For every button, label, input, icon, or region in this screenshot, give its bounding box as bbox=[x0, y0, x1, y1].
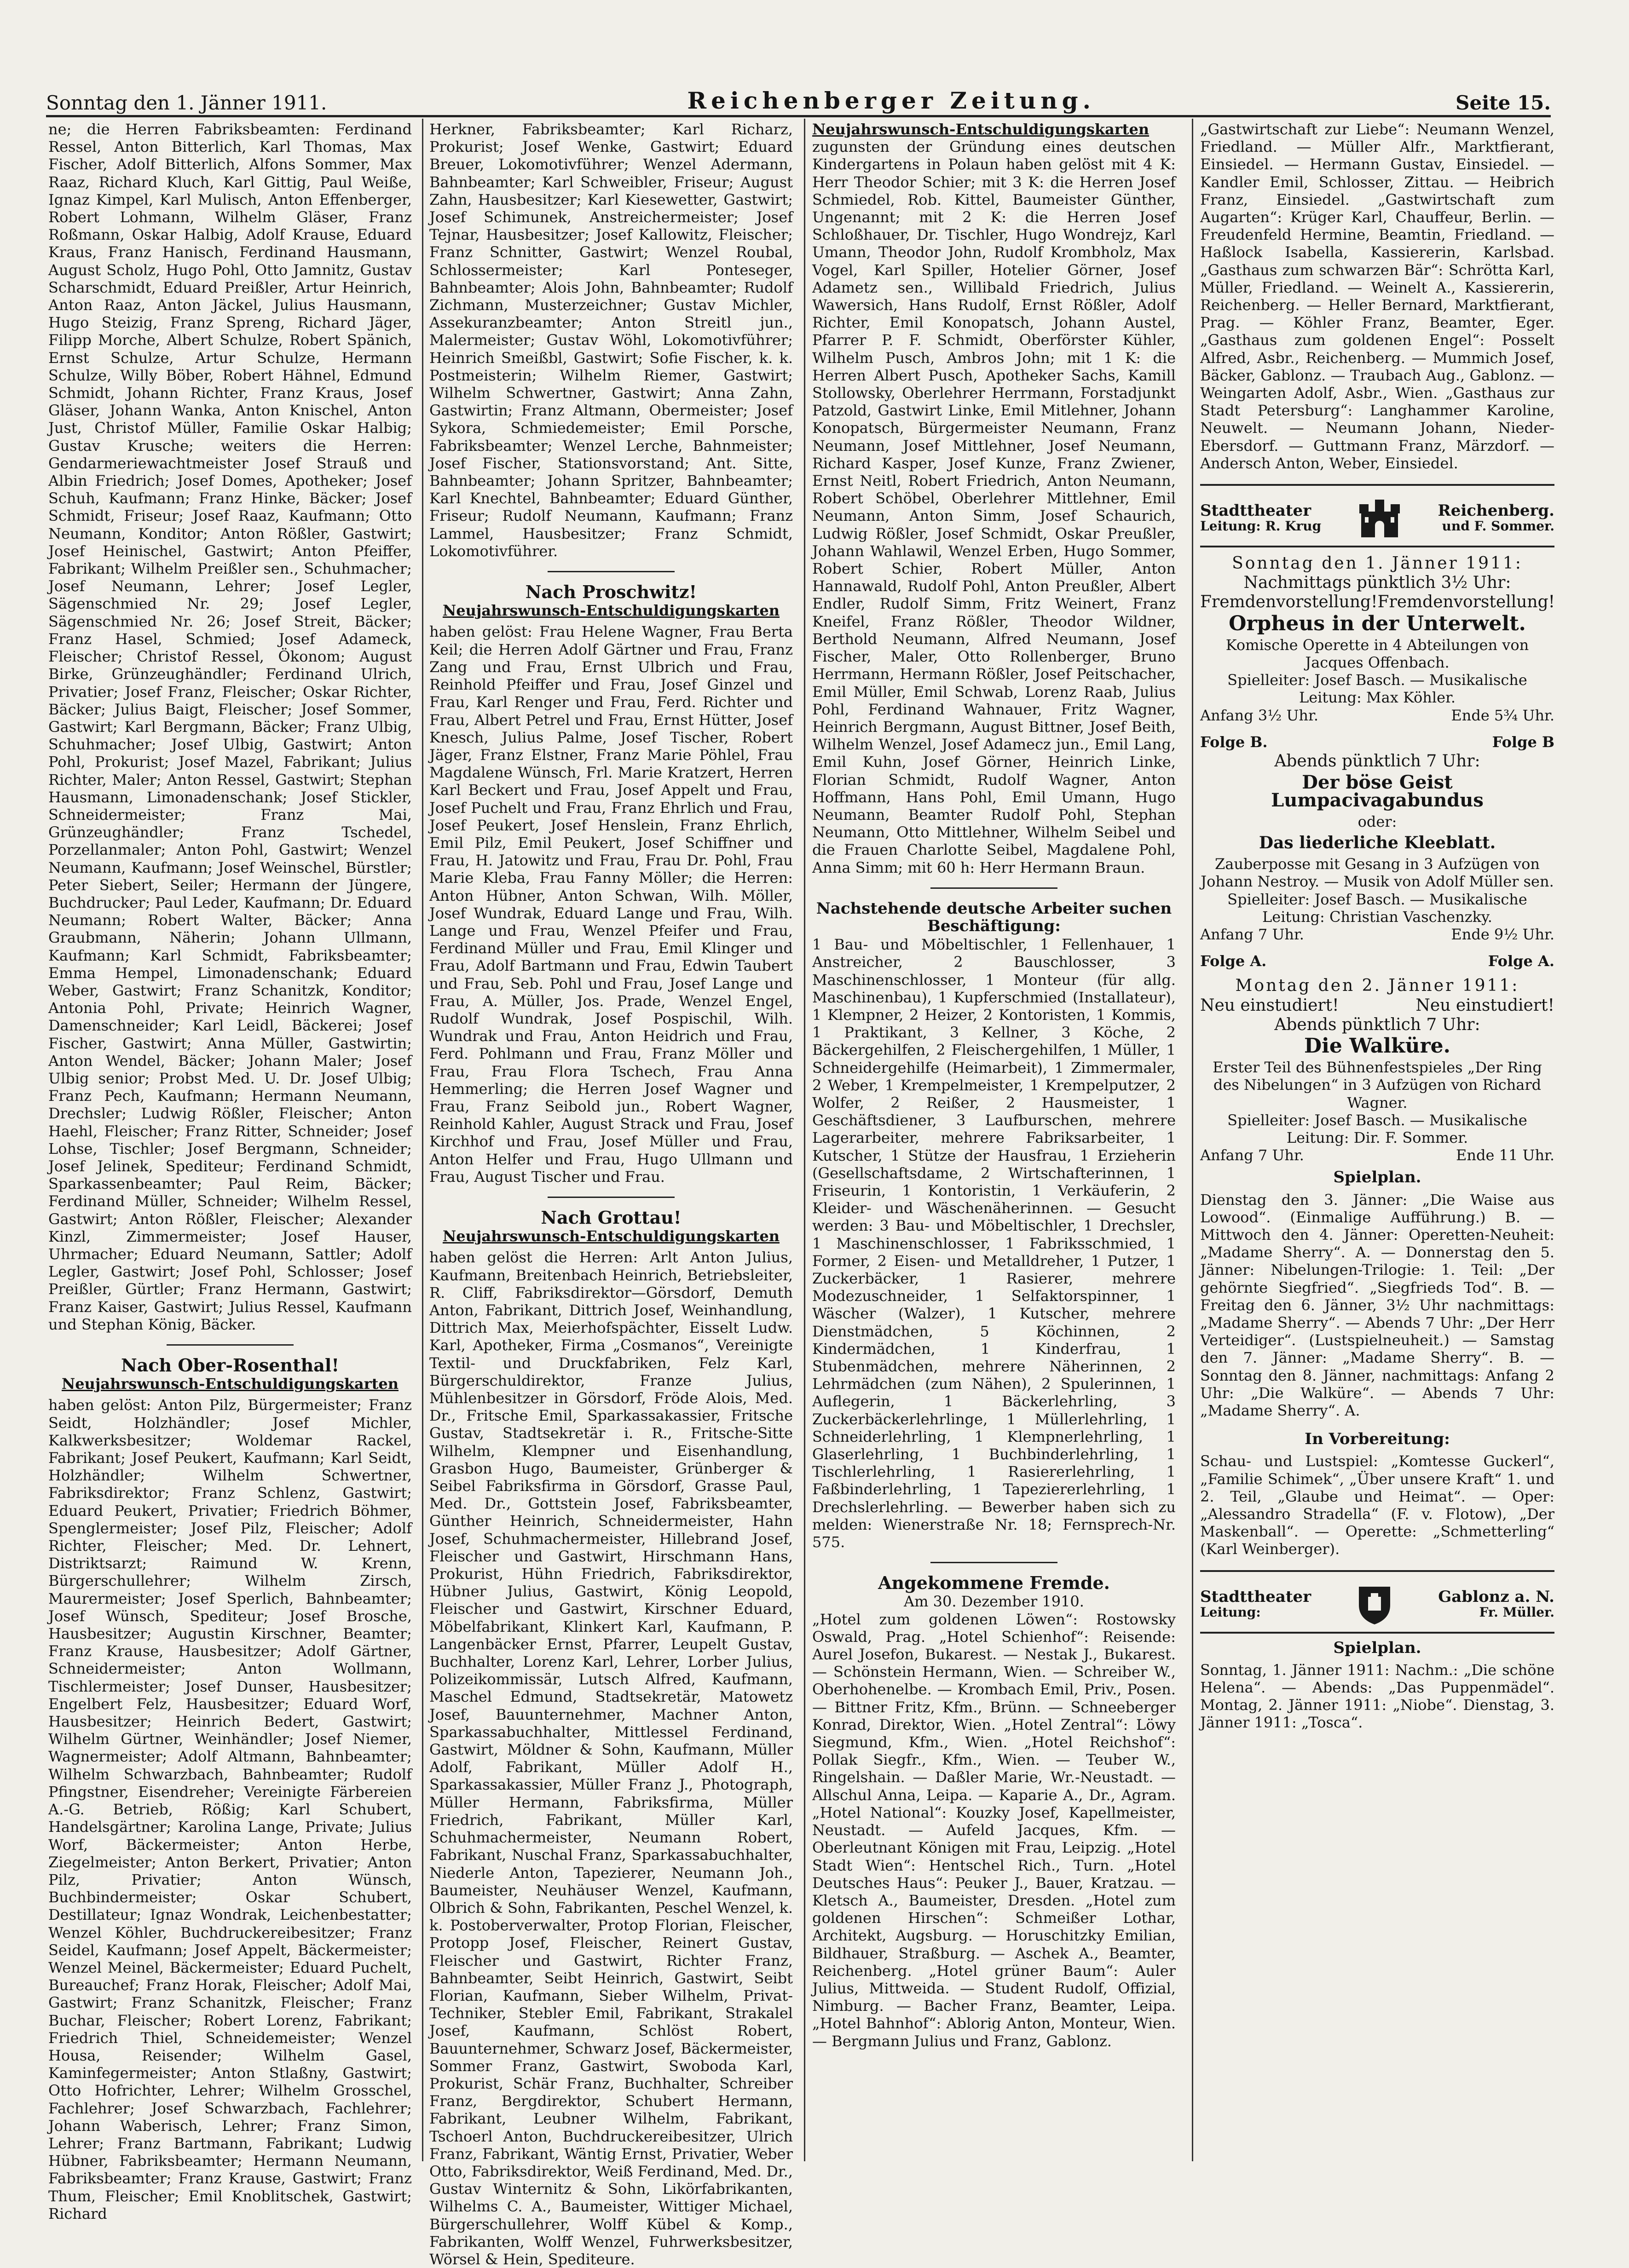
performance-label: Fremdenvorstellung! bbox=[1377, 593, 1555, 612]
performance-time: Abends pünktlich 7 Uhr: bbox=[1274, 1015, 1480, 1034]
performance-label: Neu einstudiert! bbox=[1415, 996, 1554, 1015]
section-subtitle: Neujahrswunsch-Entschuldigungskarten bbox=[61, 1375, 399, 1393]
performance-date: Montag den 2. Jänner 1911: bbox=[1235, 976, 1519, 996]
article-text: „Gastwirtschaft zur Liebe“: Neumann Wenzel, Friedland. — Müller Alfr., Marktfierant, Einsiedel. — Hermann Gustav, Einsiedel. — Kandler Emil, Schlosser, Zittau. — Heibrich Franz, Einsiedel. „Gastwirtschaft zum Augarten“: Krüger Karl, Chauffeur, Berlin. — Freudenfeld Hermine, Beamtin, Friedland. — Haßlock Isabella, Kassiererin, Karlsbad. „Gasthaus zum schwarzen Bär“: Schrötta Karl, Müller, Friedland. — Weinelt A., Kassiererin, Reichenberg. — Heller Bernard, Marktfierant, Prag. — Köhler Franz, Beamter, Eger. „Gasthaus zum goldenen Engel“: Posselt Alfred, Asbr., Reichenberg. — Mummich Josef, Bäcker, Gablonz. — Traubach Aug., Gablonz. — Weingarten Adolf, Asbr., Wien. „Gasthaus zur Stadt Petersburg“: Langhammer Karoline, Neuwelt. — Neumann Johann, Nieder-Ebersdorf. — Guttmann Franz, Märzdorf. — Andersch Anton, Weber, Einsiedel. bbox=[1200, 121, 1554, 472]
theater-management: und F. Sommer. bbox=[1442, 518, 1554, 534]
theater-name: Stadttheater bbox=[1200, 501, 1311, 520]
section-divider bbox=[930, 1562, 1058, 1563]
article-text: haben gelöst die Herren: Arlt Anton Julius, Kaufmann, Breitenbach Heinrich, Betriebsleiter, R. Cliff, Fabriksdirektor—Görsdorf, Demuth Anton, Fabrikant, Dittrich Josef, Weinhandlung, Dittrich Max, Meierhofspächter, Eisselt Ludw. Karl, Apotheker, Firma „Cosmanos“, Vereinigte Textil- und Druckfabriken, Felz Karl, Bürgerschuldirektor, Franze Julius, Mühlenbesitzer in Görsdorf, Fröde Alois, Med. Dr., Fritsche Emil, Sparkassakassier, Fritsche Gustav, Stadtsekretär i. R., Fritsche-Sitte Wilhelm, Klempner und Eisenhandlung, Grasbon Hugo, Baumeister, Grünberger & Seibel Fabriksfirma in Görsdorf, Grasse Paul, Med. Dr., Gottstein Josef, Fabriksbeamter, Günther Heinrich, Schneidermeister, Hahn Josef, Schuhmachermeister, Hillebrand Josef, Fleischer und Gastwirt, Hirschmann Hans, Prokurist, Hühn Friedrich, Fabriksdirektor, Hübner Julius, Gastwirt, König Leopold, Fleischer und Gastwirt, Kirschner Eduard, Möbelfabrikant, Klinkert Karl, Kaufmann, P. Langenbäcker Ernst, Pfarrer, Leupelt Gustav, Buchhalter, Lorenz Karl, Lehrer, Lorber Julius, Polizeikommissär, Lutsch Alfred, Kaufmann, Maschel Edmund, Stadtsekretär, Matowetz Josef, Bauunternehmer, Machner Anton, Sparkassabuchhalter, Mittlessel Ferdinand, Gastwirt, Möldner & Sohn, Kaufmann, Müller Adolf, Fabrikant, Müller Adolf H., Sparkassakassier, Müller Franz J., Photograph, Müller Hermann, Fabriksfirma, Müller Friedrich, Fabrikant, Müller Karl, Schuhmachermeister, Neumann Robert, Fabrikant, Nuschal Franz, Sparkassabuchhalter, Niederle Anton, Tapezierer, Neumann Joh., Baumeister, Neuhäuser Wenzel, Kaufmann, Olbrich & Sohn, Fabrikanten, Peschel Wenzel, k. k. Postoberverwalter, Protop Florian, Fleischer, Protopp Josef, Fleischer, Reinert Gustav, Fleischer und Gastwirt, Richter Franz, Bahnbeamter, Seibt Heinrich, Gastwirt, Seibt Florian, Kaufmann, Sieber Wilhelm, Privat-Techniker, Stebler Emil, Fabrikant, Strakalel Josef, Kaufmann, Schlöst Robert, Bauunternehmer, Schwarz Josef, Bäckermeister, Sommer Franz, Gastwirt, Swoboda Karl, Prokurist, Schär Franz, Buchhalter, Schreiber Franz, Bergdirektor, Schubert Hermann, Fabrikant, Leubner Wilhelm, Fabrikant, Tschoerl Anton, Buchdruckereibesitzer, Ulrich Franz, Fabrikant, Wäntig Ernst, Privatier, Weber Otto, Fabriksdirektor, Weiß Ferdinand, Med. Dr., Gustav Winternitz & Sohn, Likörfabrikanten, Wilhelms C. A., Baumeister, Wittiger Michael, Bürgerschullehrer, Wolff Kübel & Komp., Fabrikanten, Wolff Wenzel, Fuhrwerksbesitzer, Wörsel & Hein, Spediteure. bbox=[429, 1249, 793, 2268]
series-row bbox=[1200, 952, 1554, 970]
theater-city: Gablonz a. N. bbox=[1438, 1587, 1554, 1606]
article-text: haben gelöst: Anton Pilz, Bürgermeister; Franz Seidt, Holzhändler; Josef Michler, Kalkwerksbesitzer; Woldemar Rackel, Fabrikant; Josef Peukert, Kaufmann; Karl Seidt, Holzhändler; Wilhelm Schwertner, Fabriksdirektor; Franz Schlenz, Gastwirt; Eduard Peukert, Privatier; Friedrich Böhmer, Spenglermeister; Josef Pilz, Fleischer; Adolf Richter, Fleischer; Med. Dr. Lehnert, Distriktsarzt; Raimund W. Krenn, Bürgerschullehrer; Wilhelm Zirsch, Maurermeister; Josef Sperlich, Bahnbeamter; Josef Wünsch, Spediteur; Josef Brosche, Hausbesitzer; Augustin Kirschner, Beamter; Franz Krause, Hausbesitzer; Adolf Gärtner, Schneidermeister; Anton Wollmann, Tischlermeister; Josef Dunser, Hausbesitzer; Engelbert Felz, Hausbesitzer; Eduard Worf, Hausbesitzer; Heinrich Bedert, Gastwirt; Wilhelm Gürtner, Weinhändler; Josef Niemer, Wagnermeister; Adolf Altmann, Bahnbeamter; Wilhelm Schwarzbach, Bahnbeamter; Rudolf Pfingstner, Eisendreher; Vereinigte Färbereien A.-G. Betrieb, Rößig; Karl Schubert, Handelsgärtner; Karolina Lange, Private; Julius Worf, Bäckermeister; Anton Herbe, Ziegelmeister; Anton Berkert, Privatier; Anton Pilz, Privatier; Anton Wünsch, Buchbindermeister; Oskar Schubert, Destillateur; Ignaz Wondrak, Leichenbestatter; Wenzel Köhler, Buchdruckereibesitzer; Franz Seidel, Kaufmann; Josef Appelt, Bäckermeister; Wenzel Meinel, Bäckermeister; Eduard Puchelt, Bureauchef; Franz Horak, Fleischer; Adolf Mai, Gastwirt; Franz Schanitzk, Fleischer; Franz Buchar, Fleischer; Robert Lorenz, Fabrikant; Friedrich Thiel, Schneidemeister; Wenzel Housa, Reisender; Wilhelm Gasel, Kaminfegermeister; Anton Stlaßny, Gastwirt; Otto Hofrichter, Lehrer; Wilhelm Grosschel, Fachlehrer; Josef Schwarzbach, Fachlehrer; Johann Waberisch, Lehrer; Franz Simon, Lehrer; Franz Bartmann, Fabrikant; Ludwig Hübner, Fabriksbeamter; Hermann Neumann, Fabriksbeamter; Franz Krause, Gastwirt; Franz Thum, Fleischer; Emil Knoblitschek, Gastwirt; Richard bbox=[48, 1396, 412, 2222]
theater-management: Fr. Müller. bbox=[1479, 1604, 1554, 1620]
series-label: Folge A. bbox=[1200, 952, 1267, 970]
section-title: Nachstehende deutsche Arbeiter suchen Beschäftigung: bbox=[816, 899, 1172, 935]
shield-crest-icon bbox=[1352, 1584, 1397, 1625]
performance-start: Anfang 3½ Uhr. bbox=[1200, 706, 1318, 724]
series-label: Folge A. bbox=[1488, 952, 1554, 970]
theater-management: Leitung: bbox=[1200, 1604, 1261, 1620]
theater-header-left bbox=[1200, 503, 1321, 534]
performance-subtitle: Das liederliche Kleeblatt. bbox=[1259, 833, 1496, 852]
schedule-text: Sonntag, 1. Jänner 1911: Nachm.: „Die schöne Helena“. — Abends: „Das Puppenmädel“. Montag, 2. Jänner 1911: „Niobe“. Dienstag, 3. Jänner 1911: „Tosca“. bbox=[1200, 1661, 1554, 1732]
article-text: haben gelöst: Frau Helene Wagner, Frau Berta Keil; die Herren Adolf Gärtner und Frau, Franz Zang und Frau, Ernst Ulbrich und Frau, Reinhold Pfeiffer und Frau, Josef Ginzel und Frau, Karl Renger und Frau, Ferd. Richter und Frau, Albert Petrel und Frau, Ernst Hütter, Josef Knesch, Julius Palme, Josef Tischer, Robert Jäger, Franz Elstner, Franz Marie Pöhlel, Frau Magdalene Wünsch, Frl. Marie Kratzert, Herren Karl Beckert und Frau, Josef Appelt und Frau, Josef Puchelt und Frau, Franz Ehrlich und Frau, Josef Peukert, Josef Henslein, Franz Ehrlich, Emil Pilz, Emil Peukert, Josef Schiffner und Frau, H. Jatowitz und Frau, Frau Dr. Pohl, Frau Marie Kleba, Frau Fanny Möller; die Herren: Anton Hübner, Anton Schwan, Wilh. Möller, Josef Wundrak, Eduard Lange und Frau, Wilh. Lange und Frau, Wenzel Pfeifer und Frau, Ferdinand Müller und Frau, Emil Klinger und Frau, Adolf Bartmann und Frau, Edwin Taubert und Frau, Seb. Pohl und Frau, Josef Lange und Frau, A. Müller, Jos. Prade, Wenzel Engel, Rudolf Wundrak, Josef Pospischil, Wilh. Wundrak und Frau, Anton Heidrich und Frau, Ferd. Pohlmann und Frau, Franz Möller und Frau, Frau Flora Tschech, Frau Anna Hemmerling; die Herren Josef Wagner und Frau, Franz Seibold jun., Robert Wagner, Reinhold Kahler, August Strack und Frau, Josef Kirchhof und Frau, Josef Müller und Frau, Anton Helfer und Frau, Hugo Ullmann und Frau, August Tischer und Frau. bbox=[429, 623, 793, 1186]
section-divider bbox=[548, 571, 675, 572]
series-label: Folge B bbox=[1492, 733, 1554, 751]
column-3 bbox=[812, 121, 1176, 2156]
section-title: Nach Proschwitz! bbox=[525, 581, 697, 603]
masthead: Reichenberger Zeitung. bbox=[687, 87, 1095, 114]
theater-header bbox=[1200, 1584, 1554, 1625]
article-text: zugunsten der Gründung eines deutschen Kindergartens in Polaun haben gelöst mit 4 K: Herr Theodor Schier; mit 3 K: die Herren Josef Schmiedel, Rob. Kittel, Baumeister Günther, Ungenannt; mit 2 K: die Herren Josef Schloßhauer, Dr. Tischler, Hugo Wondrejz, Karl Umann, Theodor John, Rudolf Krombholz, Max Vogel, Karl Spiller, Hotelier Görner, Josef Adametz sen., Willibald Friedrich, Julius Wawersich, Hans Rudolf, Ernst Rößler, Adolf Richter, Emil Konopatsch, Johann Austel, Pfarrer P. F. Schmidt, Oberförster Kühler, Wilhelm Pusch, Ambros John; mit 1 K: die Herren Albert Pusch, Apotheker Sachs, Kamill Stollowsky, Oberlehrer Herrmann, Forstadjunkt Patzold, Gastwirt Linke, Emil Mitlehner, Johann Konopatsch, Bürgermeister Neumann, Franz Neumann, Josef Mittlehner, Josef Neumann, Richard Kasper, Josef Kunze, Franz Zwiener, Ernst Neitl, Robert Friedrich, Anton Neumann, Robert Schöbel, Oberlehrer Mittlehner, Emil Neumann, Anton Simm, Josef Schaurich, Ludwig Rößler, Josef Schmidt, Oskar Preußler, Johann Wahlawil, Wenzel Erben, Hugo Sommer, Robert Schier, Robert Müller, Anton Hannawald, Rudolf Pohl, Anton Preußler, Albert Endler, Rudolf Simm, Fritz Weinert, Franz Kneifel, Franz Rößler, Theodor Wildner, Berthold Neumann, Alfred Neumann, Josef Fischer, Maler, Otto Rollenberger, Bruno Herrmann, Hermann Rößler, Josef Peitschacher, Emil Müller, Emil Schwab, Lorenz Raab, Julius Pohl, Ferdinand Wahnauer, Fritz Wagner, Heinrich Bergmann, August Bittner, Josef Beith, Wilhelm Wenzel, Josef Adamecz jun., Emil Lang, Emil Kuhn, Josef Görner, Heinrich Linke, Florian Schmidt, Rudolf Wagner, Anton Hoffmann, Hans Pohl, Emil Umann, Hugo Neumann, Beamter Rudolf Pohl, Stephan Neumann, Otto Mittlehner, Wilhelm Seibel und die Frauen Charlotte Seibel, Magdalene Pohl, Anna Simm; mit 60 h: Herr Hermann Braun. bbox=[812, 138, 1176, 876]
performance-title: Die Walküre. bbox=[1304, 1034, 1450, 1058]
theater-management: Leitung: R. Krug bbox=[1200, 518, 1322, 534]
schedule-title: Spielplan. bbox=[1333, 1638, 1421, 1657]
section-divider bbox=[548, 1197, 675, 1198]
performance-time: Abends pünktlich 7 Uhr: bbox=[1274, 752, 1480, 771]
performance-label-row bbox=[1200, 593, 1554, 611]
theater-header-right bbox=[1438, 503, 1554, 534]
performance-end: Ende 9½ Uhr. bbox=[1451, 925, 1554, 943]
performance-description: Erster Teil des Bühnenfestspieles „Der Ring des Nibelungen“ in 3 Aufzügen von Richard Wagner. bbox=[1213, 1059, 1542, 1111]
performance-end: Ende 11 Uhr. bbox=[1456, 1146, 1554, 1164]
preparation-text: Schau- und Lustspiel: „Komtesse Guckerl“, „Familie Schimek“, „Über unsere Kraft“ 1. und 2. Teil, „Glaube und Heimat“. — Oper: „Alessandro Stradella“ (F. v. Flotow), „Der Maskenball“. — Operette: „Schmetterling“ (Karl Weinberger). bbox=[1200, 1452, 1554, 1558]
article-text: „Hotel zum goldenen Löwen“: Rostowsky Oswald, Prag. „Hotel Schienhof“: Reisende: Aurel Josefon, Bukarest. — Nestak J., Bukarest. — Schönstein Hermann, Wien. — Schreiber W., Oberhohenelbe. — Krombach Emil, Priv., Posen. — Bittner Fritz, Kfm., Brünn. — Schneeberger Konrad, Direktor, Wien. „Hotel Zentral“: Löwy Siegmund, Kfm., Wien. „Hotel Reichshof“: Pollak Siegfr., Kfm., Wien. — Teuber W., Ringelshain. — Daßler Marie, Wr.-Neustadt. — Allschul Anna, Leipa. — Kaparie A., Dr., Agram. „Hotel National“: Kouzky Josef, Kapellmeister, Neustadt. — Aufeld Jacques, Kfm. — Oberleutnant Königen mit Frau, Leipzig. „Hotel Stadt Wien“: Hentschel Rich., Turn. „Hotel Deutsches Haus“: Peuker J., Bauer, Kratzau. — Kletsch A., Baumeister, Dresden. „Hotel zum goldenen Hirschen“: Schmeißer Lothar, Architekt, Augsburg. — Horuschitzky Emilian, Bildhauer, Straßburg. — Aschek A., Beamter, Reichenberg. „Hotel grüner Baum“: Auler Julius, Mittweida. — Student Rudolf, Offizial, Nimburg. — Bacher Franz, Beamter, Leipa. „Hotel Bahnhof“: Ablorig Anton, Monteur, Wien. — Bergmann Julius und Franz, Gablonz. bbox=[812, 1610, 1176, 2050]
performance-description: Komische Operette in 4 Abteilungen von Jacques Offenbach. bbox=[1225, 636, 1529, 672]
section-title: Nach Ober-Rosenthal! bbox=[121, 1355, 340, 1376]
column-rule bbox=[422, 119, 423, 2161]
section-title: Nach Grottau! bbox=[541, 1207, 682, 1228]
performance-end: Ende 5¾ Uhr. bbox=[1451, 706, 1554, 724]
theater-header-left bbox=[1200, 1589, 1311, 1620]
article-text: ne; die Herren Fabriksbeamten: Ferdinand Ressel, Anton Bitterlich, Karl Thomas, Max Fischer, Adolf Bitterlich, Alfons Sommer, Max Raaz, Richard Kluch, Karl Gittig, Paul Weiße, Ignaz Kimpel, Karl Mulisch, Anton Effenberger, Robert Lohmann, Wilhelm Gläser, Franz Roßmann, Oskar Halbig, Adolf Krause, Eduard Kraus, Franz Hanisch, Ferdinand Hausmann, August Scholz, Hugo Pohl, Otto Jamnitz, Gustav Scharschmidt, Eduard Preißler, Artur Heinrich, Anton Raaz, Anton Jäckel, Julius Hausmann, Hugo Steizig, Franz Spreng, Richard Jäger, Filipp Morche, Albert Schulze, Robert Spänich, Ernst Schulze, Artur Schulze, Hermann Schulze, Willy Böber, Robert Hähnel, Edmund Schmidt, Johann Richter, Franz Kraus, Josef Gläser, Johann Wanka, Anton Knischel, Anton Just, Christof Müller, Familie Oskar Halbig; Gustav Krusche; weiters die Herren: Gendarmeriewachtmeister Josef Strauß und Albin Friedrich; Josef Domes, Apotheker; Josef Schuh, Kaufmann; Franz Hinke, Bäcker; Josef Schmidt, Friseur; Josef Raaz, Kaufmann; Otto Neumann, Konditor; Anton Rößler, Gastwirt; Josef Heinischel, Gastwirt; Anton Pfeiffer, Fabrikant; Wilhelm Preißler sen., Schuhmacher; Josef Neumann, Lehrer; Josef Legler, Sägenschmied Nr. 29; Josef Legler, Sägenschmied Nr. 26; Josef Streit, Bäcker; Franz Hasel, Schmied; Josef Adameck, Fleischer; Christof Ressel, Ökonom; August Birke, Grünzeughändler; Ferdinand Ulrich, Privatier; Josef Franz, Fleischer; Oskar Richter, Bäcker; Julius Baigt, Fleischer; Josef Sommer, Gastwirt; Karl Bergmann, Bäcker; Franz Ulbig, Schuhmacher; Josef Ulbig, Gastwirt; Anton Pohl, Prokurist; Josef Mazel, Fabrikant; Julius Richter, Maler; Anton Ressel, Gastwirt; Stephan Hausmann, Limonadenschank; Josef Stickler, Schneidermeister; Franz Mai, Grünzeughändler; Franz Tschedel, Porzellanmaler; Anton Pohl, Gastwirt; Wenzel Neumann, Kaufmann; Josef Weinschel, Bürstler; Peter Siebert, Seiler; Hermann der Jüngere, Buchdrucker; Paul Leder, Kaufmann; Dr. Eduard Neumann; Robert Walter, Bäcker; Anna Graubmann, Näherin; Johann Ullmann, Kaufmann; Karl Schmidt, Fabriksbeamter; Emma Hempel, Limonadenschank; Eduard Weber, Gastwirt; Franz Schanitzk, Konditor; Antonia Pohl, Private; Heinrich Wagner, Damenschneider; Karl Leidl, Bäckerei; Josef Fischer, Gastwirt; Anna Müller, Gastwirtin; Anton Wendel, Bäcker; Johann Maler; Josef Ulbig senior; Probst Med. U. Dr. Josef Ulbig; Franz Pech, Kaufmann; Hermann Neumann, Drechsler; Ludwig Rößler, Fleischer; Anton Haehl, Fleischer; Franz Ritter, Schneider; Josef Lohse, Tischler; Josef Bergmann, Schneider; Josef Jelinek, Spediteur; Ferdinand Schmidt, Sparkassenbeamter; Paul Reim, Bäcker; Ferdinand Müller, Schneider; Wilhelm Ressel, Gastwirt; Anton Rößler, Fleischer; Alexander Kinzl, Zimmermeister; Josef Hauser, Uhrmacher; Eduard Neumann, Sattler; Adolf Legler, Gastwirt; Josef Pohl, Schlosser; Josef Preißler, Gürtler; Franz Hermann, Gastwirt; Franz Kaiser, Gastwirt; Julius Ressel, Kaufmann und Stephan König, Bäcker. bbox=[48, 121, 412, 1333]
theater-header bbox=[1200, 498, 1554, 539]
section-subtitle: Neujahrswunsch-Entschuldigungskarten bbox=[442, 602, 780, 620]
performance-description: Zauberposse mit Gesang in 3 Aufzügen von Johann Nestroy. — Musik von Adolf Müller sen. bbox=[1201, 855, 1554, 891]
performance-times-row bbox=[1200, 707, 1554, 724]
theater-name: Stadttheater bbox=[1200, 1587, 1311, 1606]
preparation-title: In Vorbereitung: bbox=[1305, 1430, 1450, 1449]
performance-start: Anfang 7 Uhr. bbox=[1200, 925, 1304, 943]
performance-label-row bbox=[1200, 997, 1554, 1014]
section-subtitle: Neujahrswunsch-Entschuldigungskarten bbox=[442, 1227, 780, 1245]
performance-times-row bbox=[1200, 926, 1554, 943]
column-rule bbox=[804, 119, 805, 2161]
page-header bbox=[46, 82, 1551, 114]
column-rule bbox=[1192, 119, 1193, 2161]
article-text: 1 Bau- und Möbeltischler, 1 Fellenhauer, 1 Anstreicher, 2 Bauschlosser, 3 Maschinenschlosser, 1 Monteur (für allg. Maschinenbau), 1 Kupferschmied (Installateur), 1 Klempner, 2 Heizer, 2 Kontoristen, 1 Kommis, 1 Praktikant, 3 Kellner, 3 Köche, 2 Bäckergehilfen, 2 Fleischergehilfen, 1 Müller, 1 Schneidergehilfe (Heimarbeit), 1 Zimmermaler, 2 Weber, 1 Krempelmeister, 1 Krempelputzer, 2 Wolfer, 2 Reißer, 2 Hausmeister, 1 Geschäftsdiener, 3 Laufburschen, mehrere Lagerarbeiter, mehrere Fabriksarbeiter, 1 Kutscher, 1 Stütze der Hausfrau, 1 Erzieherin (Gesellschaftsdame, 2 Wirtschafterinnen, 1 Friseurin, 1 Kontoristin, 1 Verkäuferin, 2 Kleider- und Wäschenäherinnen. — Gesucht werden: 3 Bau- und Möbeltischler, 1 Drechsler, 1 Maschinenschlosser, 1 Fabriksschmied, 1 Former, 2 Eisen- und Metalldreher, 1 Putzer, 1 Zuckerbäcker, 1 Rasierer, mehrere Modezuschneider, 1 Selfaktorspinner, 1 Wäscher (Walzer), 1 Kutscher, mehrere Dienstmädchen, 5 Köchinnen, 2 Kindermädchen, 1 Kinderfrau, 1 Stubenmädchen, mehrere Näherinnen, 2 Lehrmädchen (zum Nähen), 2 Spulerinnen, 1 Auflegerin, 1 Bäckerlehrling, 3 Zuckerbäckerlehrlinge, 1 Müllerlehrling, 1 Schneiderlehrling, 1 Klempnerlehrling, 1 Glaserlehrling, 1 Buchbinderlehrling, 1 Tischlerlehrling, 1 Rasiererlehrling, 1 Faßbinderlehrling, 1 Tapeziererlehrling, 1 Drechslerlehrling. — Bewerber haben sich zu melden: Wienerstraße Nr. 18; Fernsprech-Nr. 575. bbox=[812, 936, 1176, 1551]
performance-direction: Spielleiter: Josef Basch. — Musikalische Leitung: Christian Vaschenzky. bbox=[1227, 890, 1527, 926]
castle-crest-icon bbox=[1358, 498, 1402, 539]
performance-direction: Spielleiter: Josef Basch. — Musikalische Leitung: Dir. F. Sommer. bbox=[1227, 1111, 1527, 1146]
performance-start: Anfang 7 Uhr. bbox=[1200, 1146, 1304, 1164]
header-date: Sonntag den 1. Jänner 1911. bbox=[46, 92, 327, 114]
schedule-text: Dienstag den 3. Jänner: „Die Waise aus Lowood“. (Einmalige Aufführung.) B. — Mittwoch den 4. Jänner: Operetten-Neuheit: „Madame Sherry“. A. — Donnerstag den 5. Jänner: Nibelungen-Trilogie: 1. Teil: „Der gehörnte Siegfried“. „Siegfrieds Tod“. B. — Freitag den 6. Jänner, 3½ Uhr nachmittags: „Madame Sherry“. — Abends 7 Uhr: „Der Herr Verteidiger“. (Lustspielneuheit.) — Samstag den 7. Jänner: „Madame Sherry“. B. — Sonntag den 8. Jänner, nachmittags: Anfang 2 Uhr: „Die Walküre“. — Abends 7 Uhr: „Madame Sherry“. A. bbox=[1200, 1191, 1554, 1419]
section-divider bbox=[1200, 484, 1554, 486]
performance-label: Fremdenvorstellung! bbox=[1200, 593, 1378, 612]
section-divider bbox=[1200, 1632, 1554, 1634]
section-subtitle: Neujahrswunsch-Entschuldigungskarten bbox=[812, 121, 1150, 138]
series-label: Folge B. bbox=[1200, 733, 1268, 751]
column-2 bbox=[429, 121, 793, 2268]
performance-date: Sonntag den 1. Jänner 1911: bbox=[1232, 554, 1523, 573]
series-row bbox=[1200, 733, 1554, 751]
performance-label: Neu einstudiert! bbox=[1200, 996, 1339, 1015]
section-divider bbox=[167, 1344, 294, 1346]
section-divider bbox=[930, 887, 1058, 889]
performance-title: Orpheus in der Unterwelt. bbox=[1229, 611, 1526, 635]
section-divider bbox=[1200, 1570, 1554, 1572]
header-rule bbox=[46, 115, 1551, 117]
schedule-title: Spielplan. bbox=[1333, 1168, 1421, 1187]
section-date: Am 30. Dezember 1910. bbox=[904, 1593, 1084, 1611]
performance-title: Der böse Geist Lumpacivagabundus bbox=[1271, 771, 1484, 811]
theater-city: Reichenberg. bbox=[1438, 501, 1554, 520]
performance-direction: Spielleiter: Josef Basch. — Musikalische Leitung: Max Köhler. bbox=[1227, 671, 1527, 707]
section-divider bbox=[1200, 546, 1554, 547]
section-title: Angekommene Fremde. bbox=[878, 1572, 1110, 1594]
performance-time: Nachmittags pünktlich 3½ Uhr: bbox=[1243, 573, 1511, 593]
article-text: Herkner, Fabriksbeamter; Karl Richarz, Prokurist; Josef Wenke, Gastwirt; Eduard Breuer, Lokomotivführer; Wenzel Adermann, Bahnbeamter; Karl Schweibler, Friseur; August Zahn, Hausbesitzer; Karl Kiesewetter, Gastwirt; Josef Schimunek, Anstreichermeister; Josef Tejnar, Hausbesitzer; Josef Kallowitz, Fleischer; Franz Schnitter, Gastwirt; Wenzel Roubal, Schlossermeister; Karl Ponteseger, Bahnbeamter; Alois John, Bahnbeamter; Rudolf Zichmann, Musterzeichner; Gustav Michler, Assekuranzbeamter; Anton Streitl jun., Malermeister; Gustav Wöhl, Lokomotivführer; Heinrich Smeißbl, Gastwirt; Sofie Fischer, k. k. Postmeisterin; Wilhelm Riemer, Gastwirt; Wilhelm Schwertner, Gastwirt; Anna Zahn, Gastwirtin; Franz Altmann, Obermeister; Josef Sykora, Schmiedemeister; Emil Porsche, Fabriksbeamter; Wenzel Lerche, Bahnmeister; Josef Fischer, Stationsvorstand; Ant. Sitte, Bahnbeamter; Johann Spritzer, Bahnbeamter; Karl Knechtel, Bahnbeamter; Eduard Günther, Friseur; Rudolf Neumann, Kaufmann; Franz Lammel, Hausbesitzer; Franz Schmidt, Lokomotivführer. bbox=[429, 121, 793, 560]
column-1 bbox=[48, 121, 412, 2222]
performance-times-row bbox=[1200, 1146, 1554, 1164]
page-number: Seite 15. bbox=[1456, 92, 1551, 114]
theater-header-right bbox=[1438, 1589, 1554, 1620]
column-4 bbox=[1200, 121, 1554, 2156]
performance-oder: oder: bbox=[1358, 812, 1397, 830]
